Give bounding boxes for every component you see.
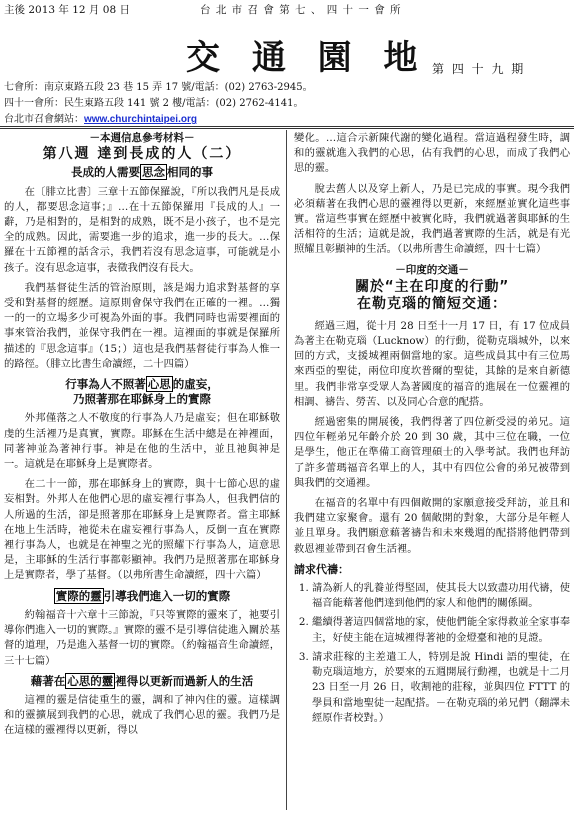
subheading-4: [4, 674, 280, 689]
subheading-2-text-b: 的虛妄，: [172, 377, 219, 392]
lesson-title: 第八週 達到長成的人（二）: [42, 146, 242, 163]
paragraph: 在福音的名單中有四個敞開的家願意接受拜訪，並且和我們建立家聚會。還有 20 個敞開的對象，大部分是年輕人並且單身。我們願意藉著禱告和未來幾週的配搭將他們帶到救恩裡並帶到召會生活裡。: [294, 497, 570, 555]
paragraph: 我們基督徒生活的管治原則，該是竭力追求對基督的享受和對基督的經歷。這原則會保守我們在正確的一裡。…獨一的一的立場多少可視為外面的事。我們同時也需要裡面的事來管治我們，並保守我們在一裡。這裡面的事就是保羅所描述的『思念這事』（15；）這也是我們基督徒行事為人惟一的路徑。（腓立比書生命讀經，二十四篇）: [4, 281, 280, 370]
subheading-3: [4, 589, 280, 604]
subheading-2-line-2: 乃照著那在耶穌身上的實際: [73, 392, 211, 407]
subheading-4-boxed: 心思的靈: [67, 673, 114, 688]
subheading-3-text: 引導我們進入一切的實際: [103, 588, 231, 603]
paragraph: 在〔腓立比書〕三章十五節保羅說，『所以我們凡是長成的人，都要思念這事；』…在十五節保羅用『長成的人』一辭，乃是相對的，是相對的成熟，既不是小孩子，也不是完全的成熟。因此，需要進一步的追求，進一步的長大。…保羅在十五節裡的話含示，我們若沒有思念這事，可能就是小孩子。沒有思念這事，表徵我們沒有長大。: [4, 185, 280, 274]
paragraph: 經過三週，從十月 28 日至十一月 17 日，有 17 位成員為著主在勒克瑙（Lucknow）的行動，從勒克瑙城外，以來回的方式，支援城裡兩個當地的家。這些成員其中有三位馬來西亞的聖徒，兩位印度坎普爾的聖徒，其餘的是來自新德里。我們非常享受眾人為著國度的福音的進展在一位靈裡的相調、禱告、勞苦、以及同心合意的配搭。: [294, 319, 570, 408]
subheading-2: [4, 377, 280, 407]
paragraph: 在二十一節，那在耶穌身上的實際，與十七節心思的虛妄相對。外邦人在他們心思的虛妄裡行事為人，但我們信的人所過的生活，卻是照著那在耶穌身上是實際者。當主耶穌在地上生活時，祂從未在虛妄裡行事為人，反倒一直在實際裡行事為人，也就是在神聖之光的照耀下行事為人，這意思是，主耶穌的生活行事都彰顯神。我們乃是照著那在耶穌身上是實際者，學了基督。（以弗所書生命讀經，四十六篇）: [4, 478, 280, 582]
bulletin-title: 交 通 園 地: [186, 38, 428, 78]
left-column: [4, 131, 280, 744]
paragraph: 外邦僅落之人不敬度的行事為人乃是虛妄；但在耶穌敬虔的生活裡乃是真實，實際。耶穌在生活中總是在神裡面，同著神並為著神行事。神是在他的生活中，並且祂與神是一。這就是在耶穌身上是實際者。: [4, 412, 280, 471]
subheading-2-boxed: 心思: [147, 377, 171, 392]
issue-date: 主後 2013 年 12 月 08 日: [4, 4, 130, 16]
subheading-4-text-b: 裡得以更新而過新人的生活: [115, 673, 254, 688]
header-rule-2: [0, 128, 574, 129]
prayer-requests-title: 請求代禱：: [294, 562, 349, 576]
paragraph: 經過密集的開展後，我們得著了四位新受浸的弟兄。這四位年輕弟兄年齡介於 20 到 30 歲，其中三位在職，一位是學生，他正在準備工商管理碩士的入學考試。我們也拜訪了許多蕾瑪福音名單上的人，其中有四位公會的弟兄被帶到與我們的交通裡。: [294, 416, 570, 489]
church-name: 台 北 市 召 會 第 七 、 四 十 一 會 所: [200, 4, 402, 16]
address-hall-7: 七會所：南京東路五段 23 巷 15 弄 17 號/電話：(02) 2763-2945。: [4, 82, 313, 93]
india-heading-line-1: 關於“主在印度的行動”: [355, 278, 509, 295]
section-label-message: －本週信息參考材料－: [89, 132, 195, 144]
right-column: [294, 131, 570, 730]
subheading-1-text-b: 相同的事: [167, 165, 213, 180]
subheading-2-text-a: 行事為人不照著: [65, 377, 146, 392]
subheading-1-text-a: 長成的人需要: [71, 165, 140, 180]
subheading-1-boxed: 思念: [142, 165, 165, 180]
prayer-request-item: 3. 請求莊稼的主差遣工人，特別是說 Hindi 語的聖徒，在勒克瑙這地方，於要來的五週開展行動裡，也就是十二月 23 日至一月 26 日，收割祂的莊稼，並與四位 FTTT 的學員和當地聖徒一起配搭。－在勒克瑙的弟兄們（翻譯未經原作者校對。）: [312, 650, 570, 726]
website-label: 台北市召會網站：: [4, 114, 84, 125]
prayer-requests-list: [294, 581, 570, 726]
issue-number: 第 四 十 九 期: [432, 62, 526, 76]
subheading-4-text-a: 藉著在: [30, 673, 66, 688]
header-rule: [0, 126, 574, 127]
india-heading-line-2: 在勒克瑙的簡短交通：: [357, 295, 507, 312]
india-heading: [294, 279, 570, 313]
paragraph: 變化。…這合示新陳代謝的變化過程。當這過程發生時，調和的靈就進入我們的心思，佔有我們的心思，而成了我們心思的靈。: [294, 132, 570, 175]
paragraph: 脫去舊人以及穿上新人，乃是已完成的事實。現今我們必須藉著在我們心思的靈裡得以更新，來經歷並實化這些事實。當這些事實在經歷中被實化時，我們就過著與耶穌的生活相符的生活；這就是說，我們過著實際的生活，就是有光照耀且彰顯神的生活。（以弗所書生命讀經，四十七篇）: [294, 182, 570, 256]
paragraph: 約翰福音十六章十三節說，『只等實際的靈來了，祂要引導你們進入一切的實際。』實際的靈不是引導信徒進入關於基督的道理，乃是進入基督一切的實際。（約翰福音生命讀經，三十七篇）: [4, 608, 280, 667]
website-line: [4, 110, 197, 125]
column-divider: [286, 130, 287, 810]
prayer-request-item: 1. 請為新人的乳養並得堅固，使其長大以致盡功用代禱，使福音能藉著他們達到他們的家人和他們的關係圈。: [312, 581, 570, 611]
section-label-india: －印度的交通－: [395, 263, 469, 276]
paragraph: 這裡的靈是信徒重生的靈，調和了神內住的靈。這樣調和的靈擴展到我們的心思，就成了我們心思的靈。我們乃是在這樣的靈裡得以更新，得以: [4, 693, 280, 737]
prayer-request-item: 2. 繼續得著這四個當地的家，使他們能全家得救並全家事奉主，好使主能在這城裡得著祂的金燈臺和祂的見證。: [312, 615, 570, 645]
website-link[interactable]: www.churchintaipei.org: [84, 114, 197, 125]
subheading-1: [4, 165, 280, 180]
address-hall-41: 四十一會所：民生東路五段 141 號 2 樓/電話：(02) 2762-4141。: [4, 98, 304, 109]
subheading-3-boxed: 實際的靈: [55, 588, 102, 603]
